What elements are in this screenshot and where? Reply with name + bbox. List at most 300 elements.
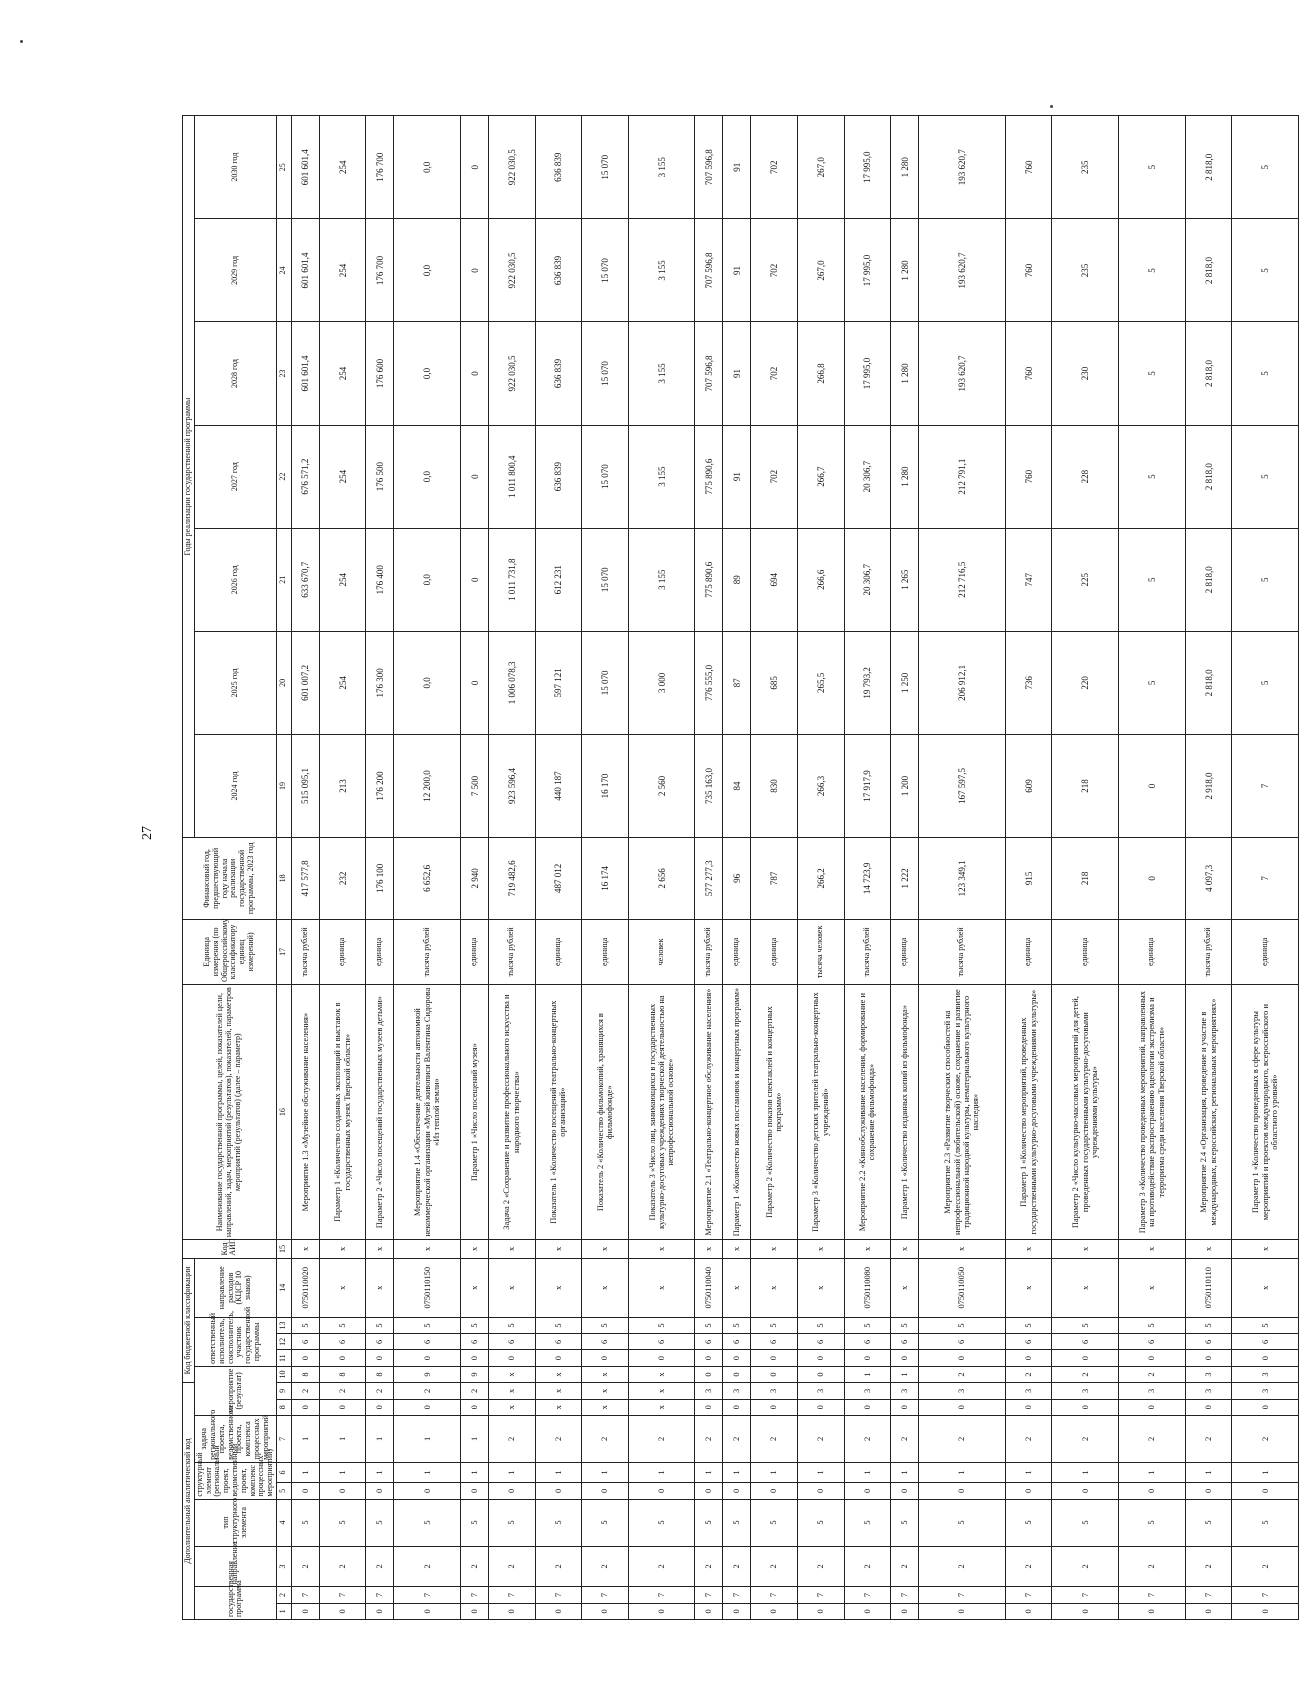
value-cell: 2 918,0: [1185, 734, 1232, 837]
code-cell: 2: [844, 1415, 891, 1462]
code-cell: 3: [751, 1383, 798, 1399]
scan-speck: [20, 40, 23, 43]
value-cell: 515 095,1: [291, 734, 319, 837]
code-cell: 0: [461, 1399, 489, 1415]
code-cell: 2: [291, 1383, 319, 1399]
code-cell: 5: [695, 1499, 723, 1546]
code-cell: 0: [366, 1399, 394, 1415]
code-cell: 5: [628, 1499, 695, 1546]
value-cell: 702: [751, 322, 798, 425]
value-cell: 922 030,5: [489, 322, 536, 425]
table-row: [751, 116, 798, 1620]
code-cell: 2: [723, 1546, 751, 1587]
item-name: Параметр 1 «Количество созданных экспозиций и выставок в государственных музеях Тверской области»: [319, 985, 366, 1240]
code-cell: 6: [1052, 1334, 1119, 1350]
value-cell: 0: [461, 322, 489, 425]
item-name: Параметр 1 «Число посещений музея»: [461, 985, 489, 1240]
col-number: 15: [276, 1240, 291, 1258]
code-cell: 0: [723, 1366, 751, 1382]
value-cell: 266,6: [797, 528, 844, 631]
value-cell: 2 656: [628, 838, 695, 920]
value-cell: 609: [1005, 734, 1052, 837]
code-cell: 5: [291, 1317, 319, 1333]
code-cell: 2: [461, 1546, 489, 1587]
col-number: 1: [276, 1603, 291, 1619]
value-cell: 747: [1005, 528, 1052, 631]
value-cell: 0: [461, 116, 489, 219]
value-cell: 601 601,4: [291, 322, 319, 425]
value-cell: 176 200: [366, 734, 394, 837]
code-cell: 0: [582, 1350, 629, 1366]
code-cell: 2: [319, 1383, 366, 1399]
code-cell: 1: [394, 1415, 461, 1462]
value-cell: 17 995,0: [844, 322, 891, 425]
code-cell: 5: [891, 1499, 919, 1546]
col-number: 14: [276, 1258, 291, 1317]
code-cell: x: [628, 1240, 695, 1258]
code-cell: 0750110150: [394, 1258, 461, 1317]
value-cell: 20 306,7: [844, 528, 891, 631]
value-cell: 601 601,4: [291, 219, 319, 322]
value-cell: 5: [1232, 631, 1299, 734]
code-cell: 5: [535, 1499, 582, 1546]
code-cell: 0: [797, 1483, 844, 1499]
value-cell: 775 890,6: [695, 528, 723, 631]
code-cell: x: [489, 1258, 536, 1317]
code-cell: 1: [1005, 1462, 1052, 1482]
table-row: [489, 116, 536, 1620]
value-cell: 694: [751, 528, 798, 631]
value-cell: 417 577,8: [291, 838, 319, 920]
code-cell: 0: [1052, 1483, 1119, 1499]
value-cell: 193 620,7: [919, 322, 1006, 425]
code-cell: 7: [723, 1587, 751, 1603]
code-cell: 0: [628, 1350, 695, 1366]
code-cell: x: [461, 1258, 489, 1317]
table-row: [844, 116, 891, 1620]
code-cell: 2: [891, 1415, 919, 1462]
code-cell: x: [1232, 1258, 1299, 1317]
item-name: Показатель 2 «Количество фильмокопий, хранящихся в фильмофонде»: [582, 985, 629, 1240]
code-cell: 7: [535, 1587, 582, 1603]
code-cell: 1: [1119, 1462, 1186, 1482]
value-cell: 702: [751, 219, 798, 322]
code-cell: 2: [1005, 1366, 1052, 1382]
value-cell: 254: [319, 631, 366, 734]
value-cell: 91: [723, 116, 751, 219]
value-cell: 676 571,2: [291, 425, 319, 528]
code-cell: 0: [751, 1399, 798, 1415]
col-number: 16: [276, 985, 291, 1240]
value-cell: 2 560: [628, 734, 695, 837]
code-cell: x: [919, 1240, 1006, 1258]
code-cell: x: [535, 1258, 582, 1317]
header-year-2027: 2027 год: [194, 425, 276, 528]
code-cell: 0: [366, 1483, 394, 1499]
code-cell: 8: [319, 1366, 366, 1382]
code-cell: 5: [1005, 1317, 1052, 1333]
code-cell: 5: [582, 1499, 629, 1546]
code-cell: 5: [797, 1317, 844, 1333]
code-cell: 0: [394, 1399, 461, 1415]
code-cell: 1: [291, 1462, 319, 1482]
table-row: [319, 116, 366, 1620]
item-name: Мероприятие 1.3 «Музейное обслуживание населения»: [291, 985, 319, 1240]
unit-cell: единица: [1005, 919, 1052, 984]
table-row: [628, 116, 695, 1620]
value-cell: 230: [1052, 322, 1119, 425]
value-cell: 16 170: [582, 734, 629, 837]
code-cell: 5: [1052, 1317, 1119, 1333]
code-cell: 2: [1119, 1415, 1186, 1462]
unit-cell: единица: [891, 919, 919, 984]
unit-cell: тысяча человек: [797, 919, 844, 984]
code-cell: 5: [582, 1317, 629, 1333]
code-cell: x: [366, 1240, 394, 1258]
code-cell: 6: [582, 1334, 629, 1350]
code-cell: 0: [489, 1483, 536, 1499]
code-cell: x: [394, 1240, 461, 1258]
code-cell: 5: [291, 1499, 319, 1546]
item-name: Параметр 1 «Количество новых постановок и концертных программ»: [723, 985, 751, 1240]
code-cell: 0: [535, 1350, 582, 1366]
code-cell: 0: [751, 1366, 798, 1382]
code-cell: 0: [291, 1483, 319, 1499]
code-cell: 3: [891, 1383, 919, 1399]
value-cell: 176 400: [366, 528, 394, 631]
col-number: 13: [276, 1317, 291, 1333]
value-cell: 5: [1232, 219, 1299, 322]
code-cell: 0750110050: [919, 1258, 1006, 1317]
item-name: Задача 2 «Сохранение и развитие профессионального искусства и народного творчества»: [489, 985, 536, 1240]
table-row: [695, 116, 723, 1620]
code-cell: 5: [489, 1317, 536, 1333]
code-cell: 5: [919, 1317, 1006, 1333]
value-cell: 19 793,2: [844, 631, 891, 734]
code-cell: 0: [919, 1399, 1006, 1415]
code-cell: 5: [394, 1317, 461, 1333]
value-cell: 15 070: [582, 322, 629, 425]
code-cell: 0: [1119, 1399, 1186, 1415]
value-cell: 760: [1005, 219, 1052, 322]
value-cell: 16 174: [582, 838, 629, 920]
header-event: мероприятие (результат): [194, 1366, 276, 1415]
value-cell: 1 265: [891, 528, 919, 631]
code-cell: 5: [1005, 1499, 1052, 1546]
value-cell: 87: [723, 631, 751, 734]
code-cell: x: [797, 1258, 844, 1317]
code-cell: x: [891, 1258, 919, 1317]
code-cell: 0: [366, 1603, 394, 1619]
table-row: [891, 116, 919, 1620]
code-cell: 0: [1232, 1350, 1299, 1366]
code-cell: 5: [461, 1499, 489, 1546]
code-cell: 0: [723, 1603, 751, 1619]
value-cell: 7: [1232, 734, 1299, 837]
code-cell: 2: [535, 1415, 582, 1462]
value-cell: 91: [723, 322, 751, 425]
code-cell: 5: [628, 1317, 695, 1333]
value-cell: 0: [461, 528, 489, 631]
value-cell: 254: [319, 528, 366, 631]
code-cell: 0: [291, 1603, 319, 1619]
code-cell: 0: [1232, 1483, 1299, 1499]
value-cell: 17 995,0: [844, 116, 891, 219]
item-name: Показатель 1 «Количество посещений театрально-концертных организаций»: [535, 985, 582, 1240]
table-row: [797, 116, 844, 1620]
code-cell: 2: [461, 1383, 489, 1399]
code-cell: 0: [1005, 1350, 1052, 1366]
value-cell: 0,0: [394, 528, 461, 631]
col-number: 20: [276, 631, 291, 734]
code-cell: 2: [919, 1415, 1006, 1462]
header-year-2028: 2028 год: [194, 322, 276, 425]
code-cell: 6: [695, 1334, 723, 1350]
col-number: 3: [276, 1546, 291, 1587]
code-cell: 0: [844, 1350, 891, 1366]
unit-cell: единица: [319, 919, 366, 984]
col-number: 17: [276, 919, 291, 984]
code-cell: 3: [1185, 1383, 1232, 1399]
code-cell: 2: [1119, 1366, 1186, 1382]
value-cell: 3 155: [628, 219, 695, 322]
code-cell: 3: [1185, 1366, 1232, 1382]
code-cell: 0: [844, 1399, 891, 1415]
value-cell: 1 280: [891, 219, 919, 322]
code-cell: 0: [919, 1603, 1006, 1619]
unit-cell: тысяча рублей: [695, 919, 723, 984]
value-cell: 1 280: [891, 116, 919, 219]
value-cell: 266,3: [797, 734, 844, 837]
code-cell: x: [797, 1240, 844, 1258]
code-cell: 6: [1185, 1334, 1232, 1350]
code-cell: 0750110040: [695, 1258, 723, 1317]
value-cell: 1 011 731,8: [489, 528, 536, 631]
code-cell: 2: [366, 1383, 394, 1399]
value-cell: 0,0: [394, 116, 461, 219]
value-cell: 254: [319, 116, 366, 219]
code-cell: 7: [628, 1587, 695, 1603]
code-cell: 1: [844, 1462, 891, 1482]
code-cell: 3: [1052, 1383, 1119, 1399]
code-cell: 6: [919, 1334, 1006, 1350]
code-cell: 0: [891, 1483, 919, 1499]
code-cell: 0: [723, 1399, 751, 1415]
value-cell: 1 250: [891, 631, 919, 734]
code-cell: 2: [291, 1546, 319, 1587]
header-year-2029: 2029 год: [194, 219, 276, 322]
code-cell: x: [1005, 1240, 1052, 1258]
item-name: Параметр 3 «Количество проведенных мероприятий, направленных на противодействие распространению идеологии экстремизма и терроризма среди населения Тверской области»: [1119, 985, 1186, 1240]
code-cell: x: [751, 1240, 798, 1258]
code-cell: 0: [723, 1350, 751, 1366]
col-number: 23: [276, 322, 291, 425]
code-cell: 1: [1232, 1462, 1299, 1482]
value-cell: 228: [1052, 425, 1119, 528]
unit-cell: единица: [535, 919, 582, 984]
code-cell: x: [489, 1399, 536, 1415]
code-cell: 0: [1005, 1603, 1052, 1619]
table-row: [291, 116, 319, 1620]
unit-cell: тысяча рублей: [919, 919, 1006, 984]
code-cell: x: [1119, 1258, 1186, 1317]
value-cell: 4 097,3: [1185, 838, 1232, 920]
unit-cell: единица: [461, 919, 489, 984]
code-cell: 0: [319, 1603, 366, 1619]
unit-cell: единица: [366, 919, 394, 984]
code-cell: 0: [1005, 1399, 1052, 1415]
value-cell: 5: [1232, 322, 1299, 425]
value-cell: 5: [1232, 425, 1299, 528]
code-cell: 2: [751, 1546, 798, 1587]
code-cell: 0: [582, 1483, 629, 1499]
code-cell: 1: [366, 1462, 394, 1482]
code-cell: 2: [891, 1546, 919, 1587]
value-cell: 235: [1052, 116, 1119, 219]
value-cell: 12 200,0: [394, 734, 461, 837]
code-cell: x: [628, 1383, 695, 1399]
code-cell: 2: [1232, 1546, 1299, 1587]
value-cell: 176 500: [366, 425, 394, 528]
value-cell: 15 070: [582, 528, 629, 631]
col-number: 5: [276, 1483, 291, 1499]
value-cell: 760: [1005, 425, 1052, 528]
code-cell: 0: [319, 1483, 366, 1499]
code-cell: 3: [797, 1383, 844, 1399]
code-cell: 0750110110: [1185, 1258, 1232, 1317]
col-number: 21: [276, 528, 291, 631]
code-cell: 5: [723, 1499, 751, 1546]
value-cell: 760: [1005, 116, 1052, 219]
unit-cell: тысяча рублей: [1185, 919, 1232, 984]
code-cell: 0: [891, 1350, 919, 1366]
code-cell: x: [582, 1258, 629, 1317]
code-cell: 0: [797, 1603, 844, 1619]
value-cell: 719 482,6: [489, 838, 536, 920]
code-cell: 6: [1232, 1334, 1299, 1350]
code-cell: 7: [461, 1587, 489, 1603]
code-cell: 6: [751, 1334, 798, 1350]
value-cell: 254: [319, 219, 366, 322]
value-cell: 440 187: [535, 734, 582, 837]
value-cell: 176 700: [366, 219, 394, 322]
value-cell: 2 818,0: [1185, 528, 1232, 631]
code-cell: x: [582, 1399, 629, 1415]
code-cell: 1: [797, 1462, 844, 1482]
code-cell: 2: [1185, 1415, 1232, 1462]
value-cell: 2 940: [461, 838, 489, 920]
code-cell: 3: [844, 1383, 891, 1399]
code-cell: 6: [844, 1334, 891, 1350]
code-cell: 5: [695, 1317, 723, 1333]
code-cell: 0: [291, 1399, 319, 1415]
header-years-group: Годы реализации государственной программы: [183, 116, 195, 838]
code-cell: 7: [891, 1587, 919, 1603]
code-cell: 5: [319, 1317, 366, 1333]
value-cell: 601 007,2: [291, 631, 319, 734]
unit-cell: единица: [751, 919, 798, 984]
code-cell: 2: [751, 1415, 798, 1462]
code-cell: 0: [1052, 1399, 1119, 1415]
table-row: [723, 116, 751, 1620]
code-cell: 1: [489, 1462, 536, 1482]
code-cell: x: [628, 1258, 695, 1317]
code-cell: x: [1185, 1240, 1232, 1258]
code-cell: 5: [489, 1499, 536, 1546]
code-cell: 0: [461, 1603, 489, 1619]
item-name: Мероприятие 2.1 «Театрально-концертное обслуживание населения»: [695, 985, 723, 1240]
value-cell: 5: [1119, 116, 1186, 219]
code-cell: x: [891, 1240, 919, 1258]
value-cell: 123 349,1: [919, 838, 1006, 920]
code-cell: 7: [797, 1587, 844, 1603]
code-cell: 7: [919, 1587, 1006, 1603]
code-cell: x: [461, 1240, 489, 1258]
value-cell: 597 121: [535, 631, 582, 734]
code-cell: x: [535, 1383, 582, 1399]
value-cell: 922 030,5: [489, 116, 536, 219]
code-cell: 3: [919, 1383, 1006, 1399]
item-name: Параметр 2 «Количество показов спектаклей и концертных программ»: [751, 985, 798, 1240]
code-cell: 5: [535, 1317, 582, 1333]
header-year-2025: 2025 год: [194, 631, 276, 734]
value-cell: 212 791,1: [919, 425, 1006, 528]
code-cell: 0: [461, 1350, 489, 1366]
value-cell: 266,7: [797, 425, 844, 528]
code-cell: 7: [1185, 1587, 1232, 1603]
code-cell: 6: [891, 1334, 919, 1350]
value-cell: 265,5: [797, 631, 844, 734]
code-cell: 7: [319, 1587, 366, 1603]
code-cell: 0: [751, 1603, 798, 1619]
unit-cell: тысяча рублей: [291, 919, 319, 984]
value-cell: 91: [723, 219, 751, 322]
item-name: Параметр 1 «Количество изданных копий из фильмофонда»: [891, 985, 919, 1240]
code-cell: 2: [1005, 1546, 1052, 1587]
code-cell: x: [535, 1399, 582, 1415]
value-cell: 176 600: [366, 322, 394, 425]
code-cell: 7: [394, 1587, 461, 1603]
value-cell: 14 723,9: [844, 838, 891, 920]
code-cell: x: [319, 1258, 366, 1317]
value-cell: 212 716,5: [919, 528, 1006, 631]
value-cell: 922 030,5: [489, 219, 536, 322]
code-cell: 0: [695, 1399, 723, 1415]
code-cell: 0: [535, 1483, 582, 1499]
value-cell: 89: [723, 528, 751, 631]
code-cell: 5: [751, 1317, 798, 1333]
code-cell: 5: [797, 1499, 844, 1546]
value-cell: 0: [461, 425, 489, 528]
value-cell: 167 597,5: [919, 734, 1006, 837]
value-cell: 0,0: [394, 631, 461, 734]
code-cell: 0: [366, 1350, 394, 1366]
value-cell: 707 596,8: [695, 116, 723, 219]
code-cell: 2: [394, 1383, 461, 1399]
value-cell: 17 917,9: [844, 734, 891, 837]
code-cell: 5: [1185, 1317, 1232, 1333]
code-cell: 0: [797, 1366, 844, 1382]
code-cell: 1: [394, 1462, 461, 1482]
code-cell: 6: [1119, 1334, 1186, 1350]
col-number: 25: [276, 116, 291, 219]
code-cell: 3: [723, 1383, 751, 1399]
code-cell: 7: [695, 1587, 723, 1603]
code-cell: 2: [919, 1366, 1006, 1382]
unit-cell: тысяча рублей: [489, 919, 536, 984]
code-cell: 1: [844, 1366, 891, 1382]
item-name: Параметр 1 «Количество мероприятий, проведенных государственными культурно-досуговыми учреждениями культуры»: [1005, 985, 1052, 1240]
